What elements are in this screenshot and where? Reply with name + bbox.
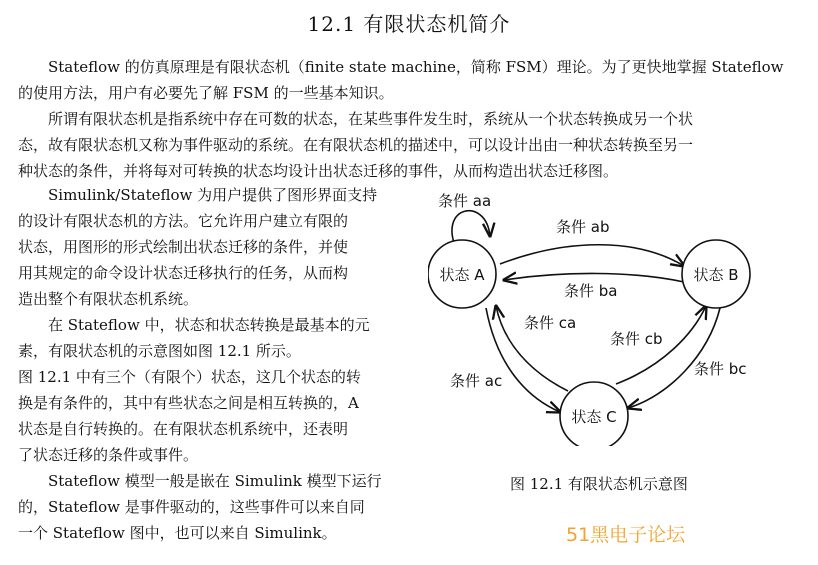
fsm-diagram — [428, 186, 788, 446]
transition-bc-label: 条件 bc — [694, 360, 747, 378]
transition-cb-label: 条件 cb — [610, 330, 663, 348]
state-c-label: 状态 C — [571, 408, 617, 426]
transition-bc-arrow — [628, 308, 720, 408]
paragraph-states: 在 Stateflow 中，状态和状态转换是最基本的元 素，有限状态机的示意图如图 12.1 所示。 — [18, 316, 370, 360]
paragraph-figure-explanation: 图 12.1 中有三个（有限个）状态，这几个状态的转 换是有条件的，其中有些状态之间是相互转换的，A 状态是自行转换的。在有限状态机系统中，还表明 了状态迁移的条件或事件。 — [18, 368, 361, 464]
state-a-label: 状态 A — [439, 266, 485, 284]
transition-ca-label: 条件 ca — [524, 314, 577, 332]
paragraph-simulink: Simulink/Stateflow 为用户提供了图形界面支持 的设计有限状态机的方法。它允许用户建立有限的 状态，用图形的形式绘制出状态迁移的条件，并使 用其规定的命令设计状态迁移执行的任务，从而构 造出整个有限状态机系统。 — [18, 186, 378, 308]
transition-ba-arrow — [504, 273, 684, 282]
state-b-label: 状态 B — [693, 266, 739, 284]
transition-aa-label: 条件 aa — [438, 192, 492, 210]
paragraph-event-driven: Stateflow 模型一般是嵌在 Simulink 模型下运行 的，Stateflow 是事件驱动的，这些事件可以来自同 一个 Stateflow 图中，也可以来自 Simulink。 — [18, 472, 382, 542]
section-title: 12.1 有限状态机简介 — [307, 12, 511, 36]
transition-ba-label: 条件 ba — [564, 282, 618, 300]
figure-caption: 图 12.1 有限状态机示意图 — [510, 475, 688, 493]
paragraph-fsm-definition: 所谓有限状态机是指系统中存在可数的状态，在某些事件发生时，系统从一个状态转换成另一个状 态，故有限状态机又称为事件驱动的系统。在有限状态机的描述中，可以设计出由一种状态转换至另一 种状态的条件，并将每对可转换的状态均设计出状态迁移的事件，从而构造出状态迁移图。 — [18, 110, 694, 180]
paragraph-intro: Stateflow 的仿真原理是有限状态机（finite state machine，简称 FSM）理论。为了更快地掌握 Stateflow 的使用方法，用户有必要先了解 FSM 的一些基本知识。 — [18, 58, 784, 102]
transition-ac-label: 条件 ac — [450, 372, 503, 390]
transition-ab-arrow — [500, 245, 684, 266]
transition-ab-label: 条件 ab — [556, 218, 610, 236]
left-text-column — [18, 182, 382, 546]
forum-watermark: 51黑电子论坛 — [566, 524, 686, 546]
